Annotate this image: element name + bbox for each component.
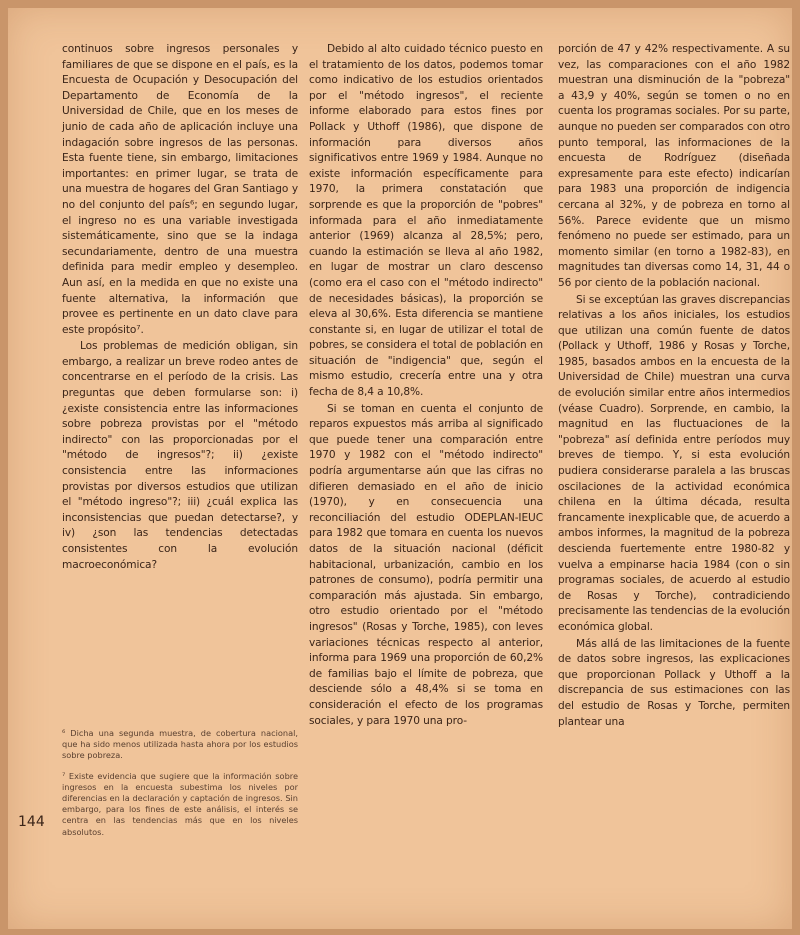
paragraph: Los problemas de medición obligan, sin embargo, a realizar un breve rodeo antes de concentrarse en el período de la crisis. Las preguntas que deben formularse son: i) ¿existe consistencia entre las informaciones sobre pobreza provistas por el "método indirecto" con las proporcionadas por el "método de ingresos"?; ii) ¿existe consistencia entre las informaciones provistas por diversos estudios que utilizan el "método ingreso"?; iii) ¿cuál explica las inconsistencias que puedan detectarse?, y iv) ¿son las tendencias detectadas consistentes con la evolución macroeconómica? [62, 340, 298, 571]
paragraph: Debido al alto cuidado técnico puesto en el tratamiento de los datos, podemos tomar como indicativo de los estudios orientados por el "método ingresos", el reciente informe elaborado para estos fines por Pollack y Uthoff (1986), que dispone de información para diversos años significativos entre 1969 y 1984. Aunque no existe información específicamente para 1970, la primera constatación que sorprende es que la proporción de "pobres" informada para el año inmediatamente anterior (1969) alcanza al 28,5%; pero, cuando la estimación se lleva al año 1982, en lugar de mostrar un claro descenso (como era el caso con el "método indirecto" de necesidades básicas), la proporción se eleva al 30,6%. Esta diferencia se mantiene constante si, en lugar de utilizar el total de pobres, se considera el total de población en situación de "indigencia" que, según el mismo estudio, crecería entre una y otra fecha de 8,4 a 10,8%. [309, 43, 543, 399]
paragraph: porción de 47 y 42% respectivamente. A su vez, las comparaciones con el año 1982 muestran una disminución de la "pobreza" a 43,9 y 40%, según se tomen o no en cuenta los programas sociales. Por su parte, aunque no pueden ser comparados con otro punto temporal, las informaciones de la encuesta de Rodríguez (diseñada expresamente para este efecto) indicarían para 1983 una proporción de indigencia cercana al 32%, y de pobreza en torno al 56%. Parece evidente que un mismo fenómeno no puede ser estimado, para un momento similar (en torno a 1982-83), en magnitudes tan diversas como 14, 31, 44 o 56 por ciento de la población nacional. [558, 43, 790, 289]
paragraph: Más allá de las limitaciones de la fuente de datos sobre ingresos, las explicaciones que proporcionan Pollack y Uthoff a la discrepancia de sus estimaciones con las del estudio de Rosas y Torche, permiten plantear una [558, 637, 790, 728]
text-column-left [62, 42, 298, 573]
footnote: ⁶ Dicha una segunda muestra, de cobertura nacional, que ha sido menos utilizada hasta ahora por los estudios sobre pobreza. [62, 728, 298, 761]
footnote: ⁷ Existe evidencia que sugiere que la información sobre ingresos en la encuesta subestima los niveles por diferencias en la declaración y captación de ingresos. Sin embargo, para los fines de este análisis, el interés se centra en las tendencias más que en los niveles absolutos. [62, 770, 298, 837]
document-page [8, 8, 792, 929]
paragraph: Si se exceptúan las graves discrepancias relativas a los años iniciales, los estudios que utilizan una común fuente de datos (Pollack y Uthoff, 1986 y Rosas y Torche, 1985, basados ambos en la encuesta de la Universidad de Chile) muestran una curva de evolución similar entre años intermedios (véase Cuadro). Sorprende, en cambio, la magnitud en las fluctuaciones de la "pobreza" así definida entre períodos muy breves de tiempo. Y, si esta evolución pudiera considerarse paralela a las bruscas oscilaciones de la actividad económica chilena en la última década, resulta francamente inexplicable que, de acuerdo a ambos informes, la magnitud de la pobreza descienda fuertemente entre 1980-82 y vuelva a empinarse hacia 1984 (con o sin programas sociales, de acuerdo al estudio de Rosas y Torche), contradiciendo precisamente las tendencias de la evolución económica global. [558, 293, 790, 633]
text-column-middle [309, 42, 543, 729]
paragraph: Si se toman en cuenta el conjunto de reparos expuestos más arriba al significado que puede tener una comparación entre 1970 y 1982 con el "método indirecto" podría argumentarse aún que las cifras no difieren demasiado en el año de inicio (1970), y en consecuencia una reconciliación del estudio ODEPLAN-IEUC para 1982 que tomara en cuenta los nuevos datos de la situación nacional (déficit habitacional, urbanización, cambio en los patrones de consumo), podría permitir una comparación más ajustada. Sin embargo, otro estudio orientado por el "método ingresos" (Rosas y Torche, 1985), con leves variaciones técnicas respecto al anterior, informa para 1969 una proporción de 60,2% de familias bajo el límite de pobreza, que desciende sólo a 48,4% si se toma en consideración el efecto de los programas sociales, y para 1970 una pro- [309, 402, 543, 727]
page-number: 144 [18, 814, 45, 830]
text-column-right [558, 42, 790, 730]
paragraph: continuos sobre ingresos personales y familiares de que se dispone en el país, es la Encuesta de Ocupación y Desocupación del Departamento de Economía de la Universidad de Chile, que en los meses de junio de cada año de aplicación incluye una indagación sobre ingresos de las personas. Esta fuente tiene, sin embargo, limitaciones importantes: en primer lugar, se trata de una muestra de hogares del Gran Santiago y no del conjunto del país⁶; en segundo lugar, el ingreso no es una variable investigada sistemáticamente, sino que se la indaga secundariamente, dentro de una muestra definida para medir empleo y desempleo. Aun así, en la medida en que no existe una fuente alternativa, la información que provee es pertinente en un dato clave para este propósito⁷. [62, 43, 298, 336]
footnotes [62, 728, 298, 847]
